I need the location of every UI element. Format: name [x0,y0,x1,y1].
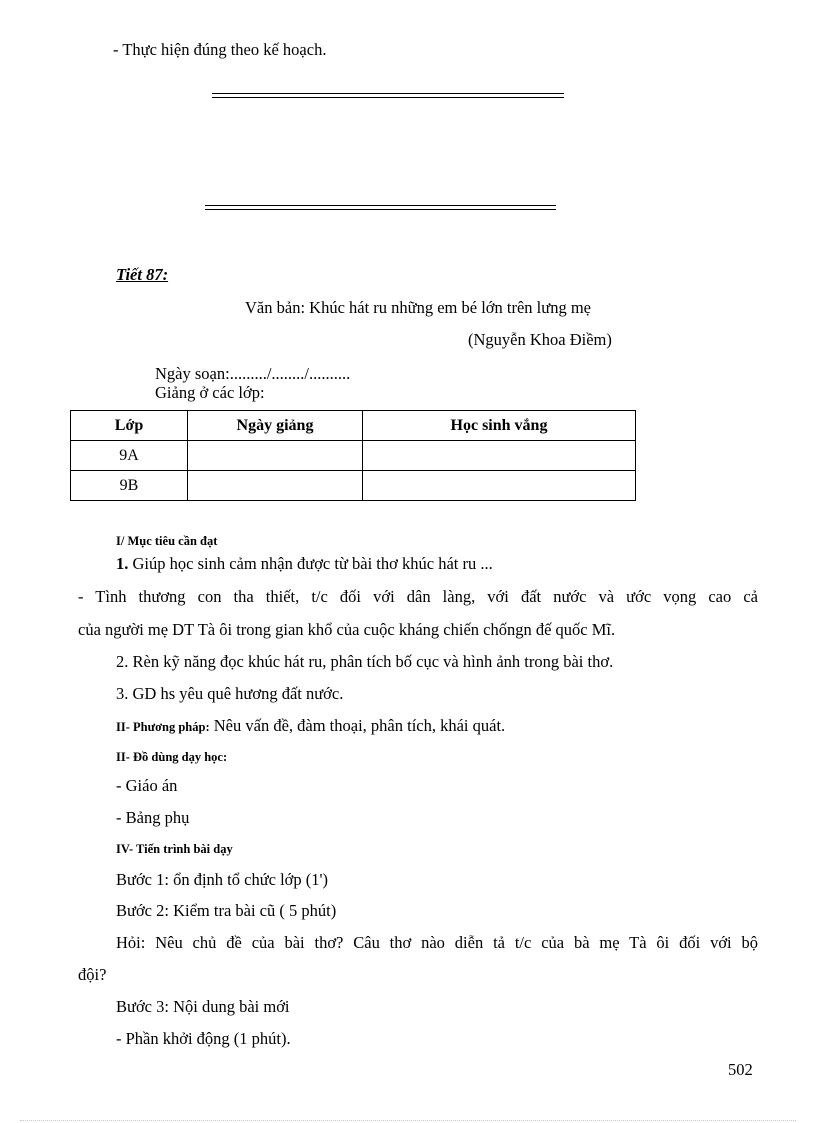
objective-detail-line-2: của người mẹ DT Tà ôi trong gian khổ của cuộc kháng chiến chốngn đế quốc Mĩ. [78,620,616,639]
teach-at-label: Giảng ở các lớp: [155,383,265,402]
table-header-row [71,411,636,441]
step-1: Bước 1: ổn định tổ chức lớp (1') [116,870,328,889]
question-line-1: Hỏi: Nêu chủ đề của bài thơ? Câu thơ nào diễn tả t/c của bà mẹ Tà ôi đối với bộ [116,933,758,952]
cell-absent [363,441,636,471]
method-line [116,716,505,737]
objective-detail-line-1: - Tình thương con tha thiết, t/c đối với dân làng, với đất nước và ước vọng cao cả [78,587,758,606]
plan-note: - Thực hiện đúng theo kế hoạch. [113,40,327,59]
separator-rule-1 [212,93,564,98]
footer-dotted-line [20,1120,796,1121]
step-3: Bước 3: Nội dung bài mới [116,997,290,1016]
material-item-lesson-plan: - Giáo án [116,776,178,795]
author: (Nguyễn Khoa Điềm) [468,330,612,349]
header-class: Lớp [71,411,188,441]
header-absent: Học sinh vắng [363,411,636,441]
cell-class: 9A [71,441,188,471]
objective-1 [116,554,493,574]
lesson-title: Tiết 87: [116,265,169,284]
section-heading-materials: II- Đồ dùng dạy học: [116,750,228,764]
method-label: II- Phương pháp: [116,720,210,734]
objective-3: 3. GD hs yêu quê hương đất nước. [116,684,344,703]
header-date: Ngày giảng [188,411,363,441]
step-2: Bước 2: Kiểm tra bài cũ ( 5 phút) [116,901,337,920]
separator-rule-2 [205,205,556,210]
table-row [71,441,636,471]
prep-date: Ngày soạn:........./......../.......... [155,364,351,383]
text-title: Văn bản: Khúc hát ru những em bé lớn trên lưng mẹ [245,298,591,317]
material-item-board: - Bảng phụ [116,808,190,827]
cell-class: 9B [71,471,188,501]
objective-1-number: 1. [116,554,129,573]
section-heading-process: IV- Tiến trình bài dạy [116,842,233,856]
objective-2: 2. Rèn kỹ năng đọc khúc hát ru, phân tích bố cục và hình ảnh trong bài thơ. [116,652,614,671]
cell-date [188,471,363,501]
page-number: 502 [728,1060,753,1079]
step-3-item: - Phần khởi động (1 phút). [116,1029,291,1048]
question-line-2: đội? [78,965,107,984]
method-text: Nêu vấn đề, đàm thoại, phân tích, khái quát. [209,716,506,735]
objective-1-text: Giúp học sinh cảm nhận được từ bài thơ khúc hát ru ... [128,554,493,573]
cell-absent [363,471,636,501]
section-heading-objectives: I/ Mục tiêu cần đạt [116,534,218,548]
table-row [71,471,636,501]
class-schedule-table [70,410,636,501]
cell-date [188,441,363,471]
